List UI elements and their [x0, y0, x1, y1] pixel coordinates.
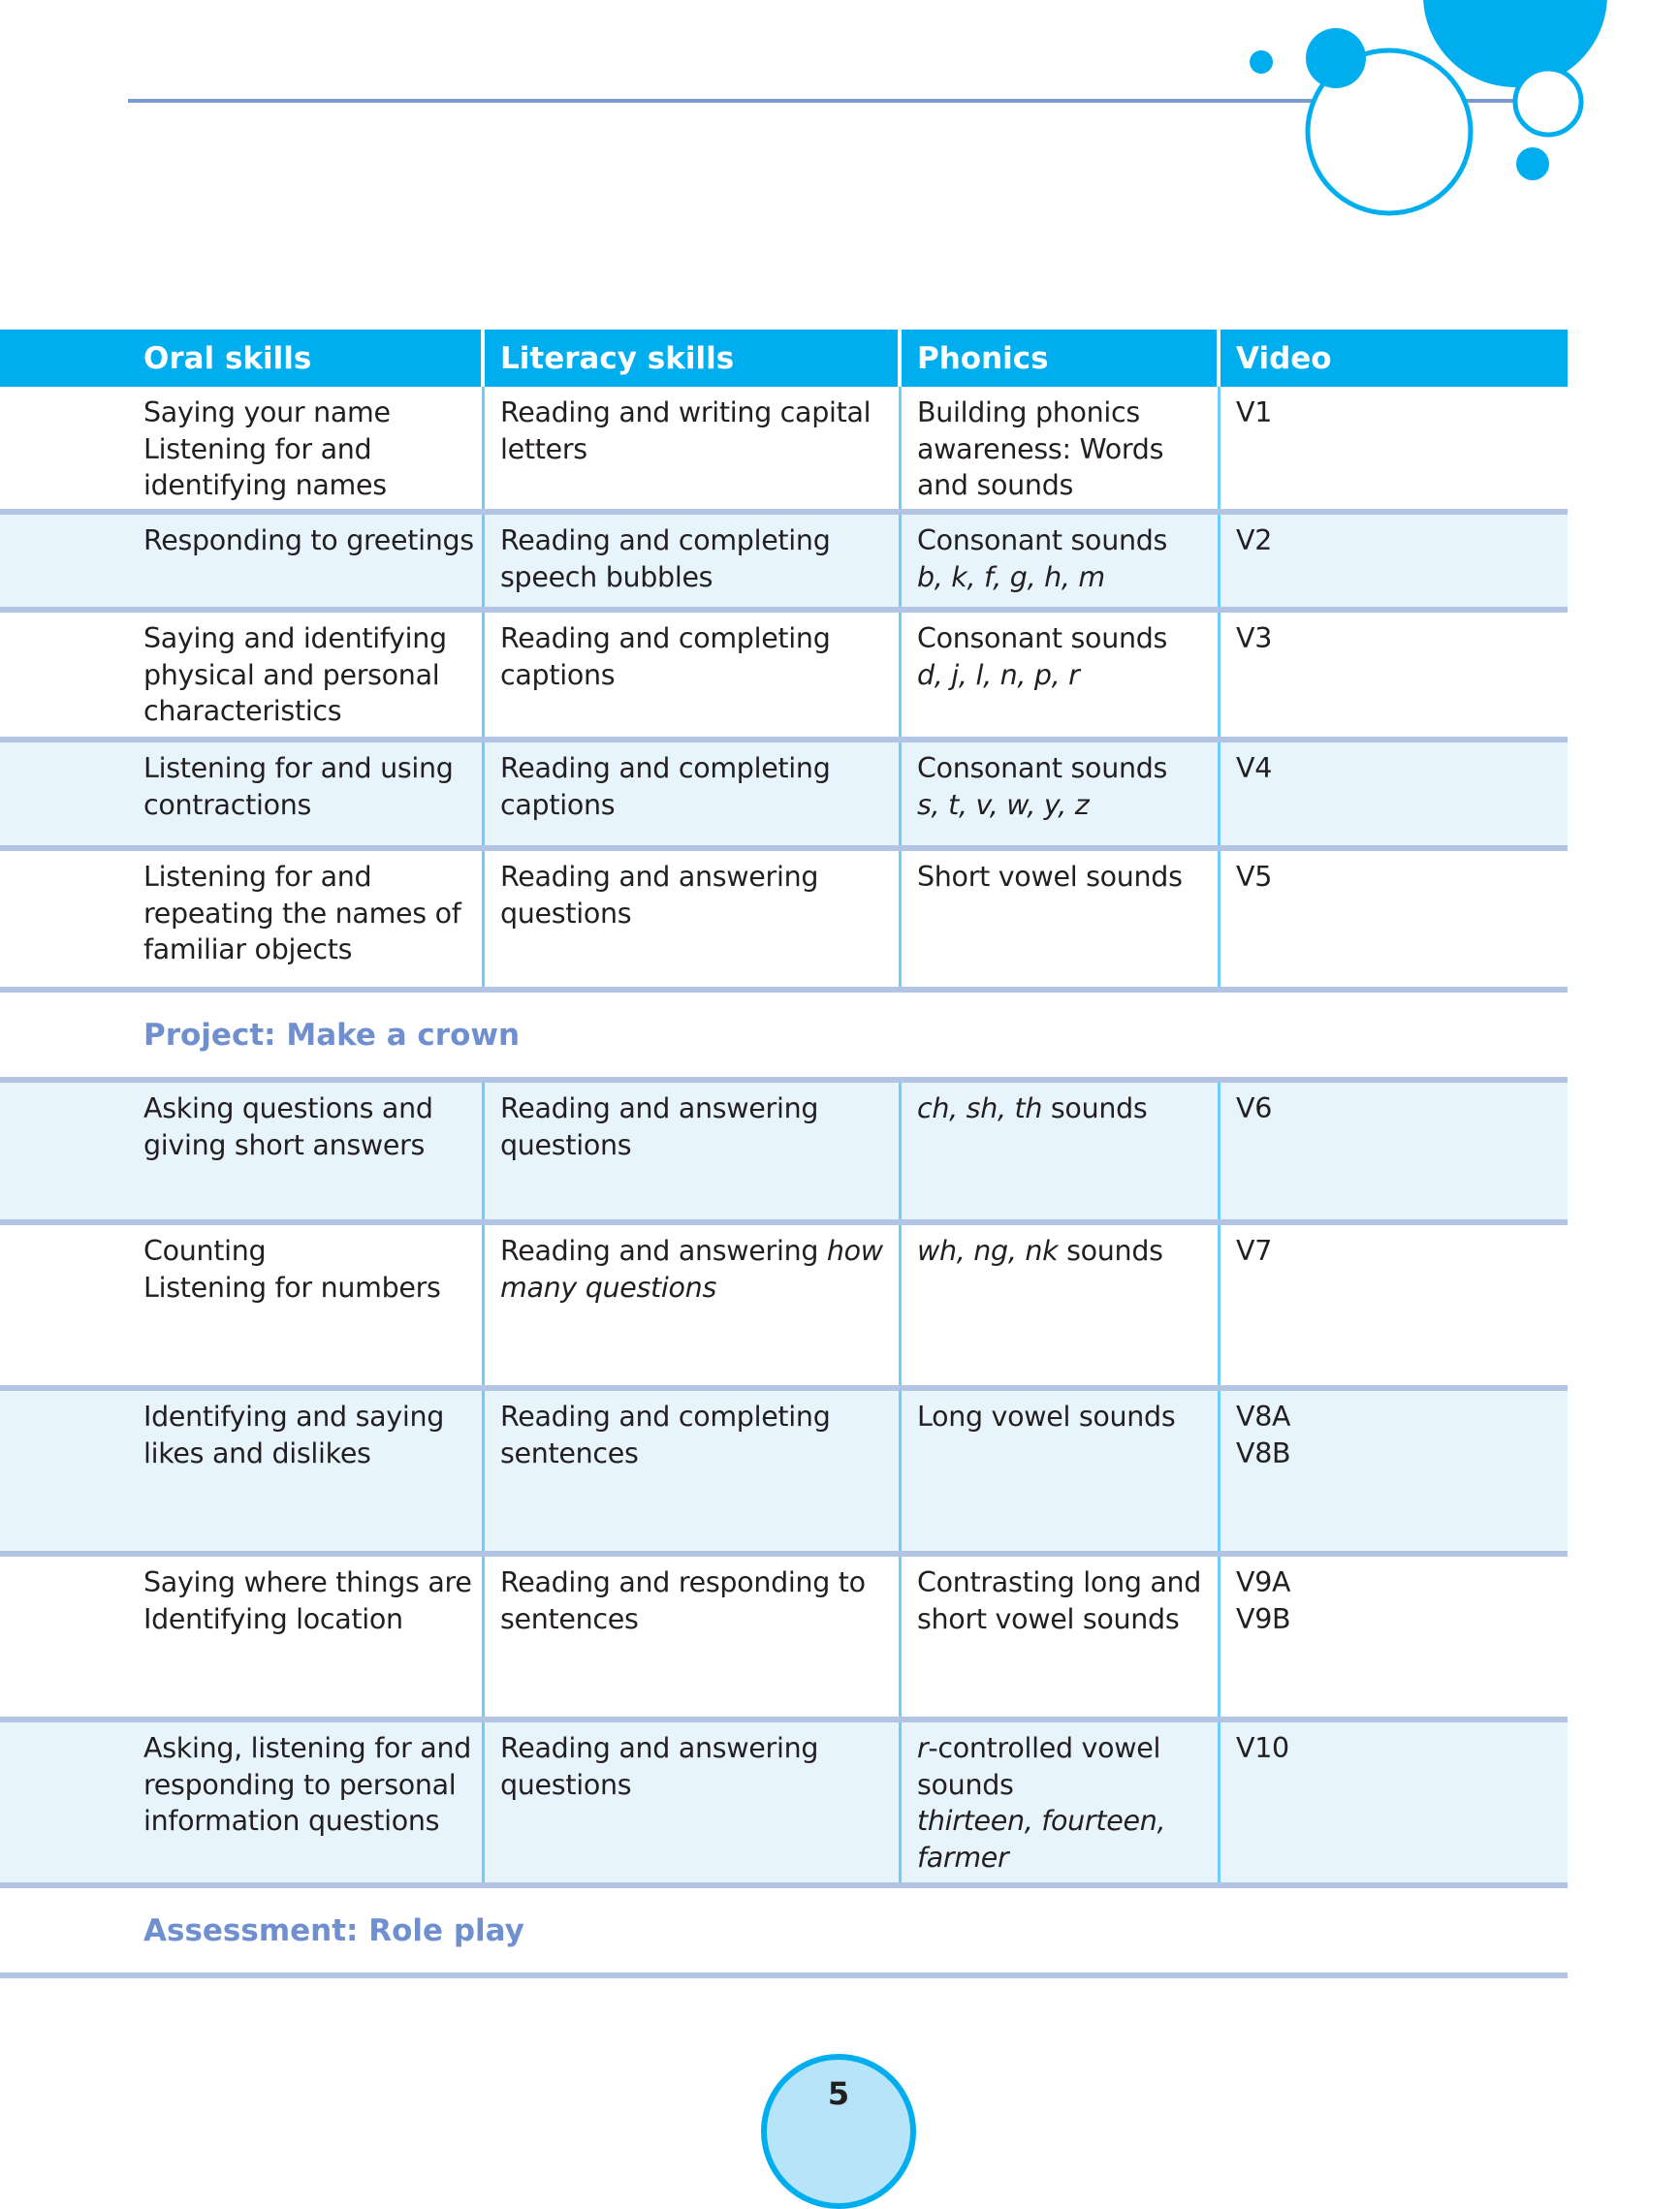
- phonics-cell: [902, 1557, 1220, 1717]
- cell-line: [500, 522, 899, 559]
- phonics-cell: [902, 1083, 1220, 1219]
- cell-line: [143, 657, 482, 694]
- phonics-cell: [902, 851, 1220, 987]
- text-segment: captions: [500, 658, 616, 691]
- cell-line: [917, 620, 1218, 657]
- phonics-cell: [902, 1225, 1220, 1385]
- text-segment: Consonant sounds: [917, 524, 1168, 556]
- cell-line: [917, 1564, 1218, 1601]
- text-segment: Short vowel sounds: [917, 861, 1183, 893]
- text-segment: sentences: [500, 1602, 639, 1635]
- text-segment: Consonant sounds: [917, 752, 1168, 784]
- cell-line: [917, 431, 1218, 468]
- cell-line: [500, 559, 899, 596]
- text-segment: sounds: [1058, 1235, 1163, 1267]
- cell-line: [500, 394, 899, 431]
- text-segment: Responding to greetings: [143, 524, 474, 556]
- oral-skills-cell: [0, 1722, 485, 1882]
- text-segment: Reading and completing: [500, 752, 831, 784]
- text-segment: awareness: Words: [917, 432, 1164, 465]
- text-segment: Identifying and saying: [143, 1401, 445, 1433]
- table-row: [0, 1225, 1568, 1391]
- video-cell: [1220, 387, 1568, 509]
- table-row: [0, 515, 1568, 613]
- text-segment: V6: [1236, 1092, 1273, 1124]
- large-bubble: [1423, 0, 1607, 87]
- page-number: 5: [761, 2054, 916, 2209]
- cell-line: [143, 787, 482, 824]
- cell-line: [500, 431, 899, 468]
- cell-line: [1236, 1730, 1568, 1767]
- cell-line: [143, 931, 482, 968]
- text-segment: V8B: [1236, 1436, 1291, 1469]
- cell-line: [1236, 1601, 1568, 1638]
- cell-line: [500, 1564, 899, 1601]
- text-segment: familiar objects: [143, 933, 353, 966]
- text-segment: Saying where things are: [143, 1566, 472, 1598]
- literacy-skills-cell: [485, 1391, 902, 1551]
- literacy-skills-cell: [485, 1225, 902, 1385]
- cell-line: [917, 1601, 1218, 1638]
- literacy-skills-cell: [485, 1722, 902, 1882]
- cell-line: [143, 896, 482, 932]
- cell-line: [500, 1436, 899, 1472]
- cell-line: [917, 787, 1218, 824]
- text-segment: sounds: [917, 1768, 1014, 1801]
- text-segment: questions: [500, 1768, 632, 1801]
- text-segment: Contrasting long and: [917, 1566, 1202, 1598]
- text-segment: Reading and responding to: [500, 1566, 866, 1598]
- cell-line: [917, 750, 1218, 787]
- text-segment: questions: [500, 1128, 632, 1161]
- cell-line: [500, 1399, 899, 1436]
- cell-line: [143, 1767, 482, 1804]
- oral-skills-cell: [0, 742, 485, 845]
- text-segment: Listening for and: [143, 432, 372, 465]
- small-bubble: [1250, 50, 1273, 74]
- literacy-skills-cell: [485, 1557, 902, 1717]
- text-segment: Long vowel sounds: [917, 1401, 1176, 1433]
- text-segment: Counting: [143, 1235, 267, 1267]
- text-segment: V3: [1236, 622, 1273, 654]
- cell-line: [917, 859, 1218, 896]
- cell-line: [500, 1233, 899, 1270]
- oral-skills-cell: [0, 1083, 485, 1219]
- text-segment: captions: [500, 788, 616, 821]
- cell-line: [500, 1127, 899, 1164]
- phonics-cell: [902, 515, 1220, 607]
- text-segment: information questions: [143, 1805, 440, 1838]
- cell-line: [500, 750, 899, 787]
- text-segment: Reading and answering: [500, 1092, 819, 1124]
- literacy-skills-cell: [485, 387, 902, 509]
- cell-line: [500, 1601, 899, 1638]
- text-segment: V9A: [1236, 1566, 1291, 1598]
- cell-line: [1236, 1090, 1568, 1127]
- cell-line: [1236, 620, 1568, 657]
- cell-line: [500, 1730, 899, 1767]
- text-segment: Listening for and: [143, 861, 372, 893]
- cell-line: [917, 1803, 1218, 1840]
- header-decoration: [0, 0, 1680, 252]
- video-cell: [1220, 1225, 1568, 1385]
- oral-skills-cell: [0, 1391, 485, 1551]
- cell-line: [143, 1270, 482, 1307]
- phonics-cell: [902, 742, 1220, 845]
- syllabus-table: [0, 330, 1568, 1978]
- text-segment: responding to personal: [143, 1768, 457, 1801]
- header-phonics: Phonics: [902, 330, 1220, 387]
- cell-line: [917, 467, 1218, 504]
- video-cell: [1220, 1557, 1568, 1717]
- table-row: [0, 742, 1568, 851]
- text-segment: sounds: [1042, 1092, 1148, 1124]
- text-segment: V2: [1236, 524, 1273, 556]
- text-segment: Listening for numbers: [143, 1271, 441, 1304]
- text-segment: characteristics: [143, 695, 342, 728]
- cell-line: [1236, 750, 1568, 787]
- header-video: Video: [1236, 341, 1332, 376]
- video-cell: [1220, 851, 1568, 987]
- phonics-cell: [902, 613, 1220, 737]
- text-segment: Reading and completing: [500, 622, 831, 654]
- text-segment: identifying names: [143, 469, 387, 502]
- cell-line: [143, 1436, 482, 1472]
- cell-line: [143, 1090, 482, 1127]
- text-segment: farmer: [917, 1841, 1009, 1874]
- cell-line: [1236, 1436, 1568, 1472]
- literacy-skills-cell: [485, 851, 902, 987]
- oral-skills-cell: [0, 1225, 485, 1385]
- text-segment: how: [826, 1235, 883, 1267]
- cell-line: [917, 657, 1218, 694]
- phonics-cell: [902, 387, 1220, 509]
- cell-line: [917, 394, 1218, 431]
- text-segment: Consonant sounds: [917, 622, 1168, 654]
- cell-line: [143, 467, 482, 504]
- text-segment: s, t, v, w, y, z: [917, 788, 1090, 821]
- text-segment: V10: [1236, 1732, 1289, 1764]
- text-segment: V8A: [1236, 1401, 1291, 1433]
- cell-line: [143, 1564, 482, 1601]
- text-segment: Asking, listening for and: [143, 1732, 471, 1764]
- cell-line: [1236, 1233, 1568, 1270]
- text-segment: repeating the names of: [143, 897, 461, 930]
- video-cell: [1220, 613, 1568, 737]
- cell-line: [143, 693, 482, 730]
- text-segment: Reading and writing capital: [500, 396, 872, 428]
- cell-line: [500, 657, 899, 694]
- cell-line: [500, 1767, 899, 1804]
- text-segment: Reading and completing: [500, 524, 831, 556]
- dot-bubble: [1516, 147, 1549, 180]
- cell-line: [500, 787, 899, 824]
- text-segment: d, j, l, n, p, r: [917, 658, 1080, 691]
- cell-line: [143, 1601, 482, 1638]
- text-segment: wh, ng, nk: [917, 1235, 1059, 1267]
- literacy-skills-cell: [485, 1083, 902, 1219]
- text-segment: questions: [500, 897, 632, 930]
- section-band: Project: Make a crown: [0, 993, 1568, 1083]
- cell-line: [917, 1090, 1218, 1127]
- video-cell: [1220, 1391, 1568, 1551]
- text-segment: b, k, f, g, h, m: [917, 560, 1105, 593]
- text-segment: Identifying location: [143, 1602, 403, 1635]
- video-cell: [1220, 1083, 1568, 1219]
- oral-skills-cell: [0, 1557, 485, 1717]
- cell-line: [1236, 1399, 1568, 1436]
- small-ring-bubble: [1515, 69, 1581, 135]
- cell-line: [1236, 522, 1568, 559]
- text-segment: Saying your name: [143, 396, 391, 428]
- text-segment: short vowel sounds: [917, 1602, 1180, 1635]
- oral-skills-cell: [0, 387, 485, 509]
- table-row: [0, 1557, 1568, 1722]
- literacy-skills-cell: [485, 613, 902, 737]
- text-segment: likes and dislikes: [143, 1436, 371, 1469]
- video-cell: [1220, 515, 1568, 607]
- text-segment: V9B: [1236, 1602, 1291, 1635]
- cell-line: [500, 896, 899, 932]
- section-band: Assessment: Role play: [0, 1888, 1568, 1978]
- cell-line: [143, 1127, 482, 1164]
- header-literacy-skills: Literacy skills: [485, 330, 902, 387]
- cell-line: [917, 559, 1218, 596]
- cell-line: [143, 522, 482, 559]
- cell-line: [143, 620, 482, 657]
- text-segment: Reading and answering: [500, 1732, 819, 1764]
- cell-line: [500, 620, 899, 657]
- cell-line: [500, 1270, 899, 1307]
- cell-line: [917, 1730, 1218, 1767]
- text-segment: Reading and answering: [500, 861, 819, 893]
- cell-line: [143, 1233, 482, 1270]
- text-segment: Reading and completing: [500, 1401, 831, 1433]
- cell-line: [143, 431, 482, 468]
- cell-line: [143, 1399, 482, 1436]
- cell-line: [143, 1730, 482, 1767]
- text-segment: V4: [1236, 752, 1273, 784]
- cell-line: [1236, 1564, 1568, 1601]
- text-segment: giving short answers: [143, 1128, 426, 1161]
- video-cell: [1220, 742, 1568, 845]
- phonics-cell: [902, 1391, 1220, 1551]
- cell-line: [500, 1090, 899, 1127]
- cell-line: [917, 1399, 1218, 1436]
- literacy-skills-cell: [485, 742, 902, 845]
- cell-line: [143, 859, 482, 896]
- cell-line: [1236, 859, 1568, 896]
- text-segment: r: [917, 1732, 929, 1764]
- table-row: [0, 613, 1568, 742]
- text-segment: contractions: [143, 788, 312, 821]
- text-segment: Listening for and using: [143, 752, 454, 784]
- video-cell: [1220, 1722, 1568, 1882]
- cell-line: [917, 1840, 1218, 1877]
- cell-line: [143, 394, 482, 431]
- text-segment: V1: [1236, 396, 1273, 428]
- literacy-skills-cell: [485, 515, 902, 607]
- cell-line: [917, 1233, 1218, 1270]
- oral-skills-cell: [0, 851, 485, 987]
- table-header: [0, 330, 1568, 387]
- text-segment: Reading and answering: [500, 1235, 827, 1267]
- text-segment: Building phonics: [917, 396, 1140, 428]
- cell-line: [917, 522, 1218, 559]
- table-row: [0, 1391, 1568, 1557]
- cell-line: [500, 859, 899, 896]
- text-segment: V5: [1236, 861, 1273, 893]
- medium-bubble: [1306, 28, 1366, 88]
- text-segment: speech bubbles: [500, 560, 713, 593]
- text-segment: Saying and identifying: [143, 622, 447, 654]
- text-segment: and sounds: [917, 469, 1074, 502]
- oral-skills-cell: [0, 515, 485, 607]
- table-row: [0, 851, 1568, 993]
- header-oral-skills: Oral skills: [0, 330, 485, 387]
- cell-line: [143, 750, 482, 787]
- text-segment: many questions: [500, 1271, 716, 1304]
- text-segment: physical and personal: [143, 658, 440, 691]
- text-segment: letters: [500, 432, 587, 465]
- text-segment: sentences: [500, 1436, 639, 1469]
- oral-skills-cell: [0, 613, 485, 737]
- text-segment: Asking questions and: [143, 1092, 433, 1124]
- cell-line: [143, 1803, 482, 1840]
- text-segment: ch, sh, th: [917, 1092, 1043, 1124]
- table-row: [0, 1083, 1568, 1225]
- text-segment: V7: [1236, 1235, 1273, 1267]
- text-segment: -controlled vowel: [928, 1732, 1161, 1764]
- cell-line: [1236, 394, 1568, 431]
- cell-line: [917, 1767, 1218, 1804]
- table-row: [0, 1722, 1568, 1888]
- text-segment: thirteen, fourteen,: [917, 1805, 1166, 1838]
- table-row: [0, 387, 1568, 515]
- phonics-cell: [902, 1722, 1220, 1882]
